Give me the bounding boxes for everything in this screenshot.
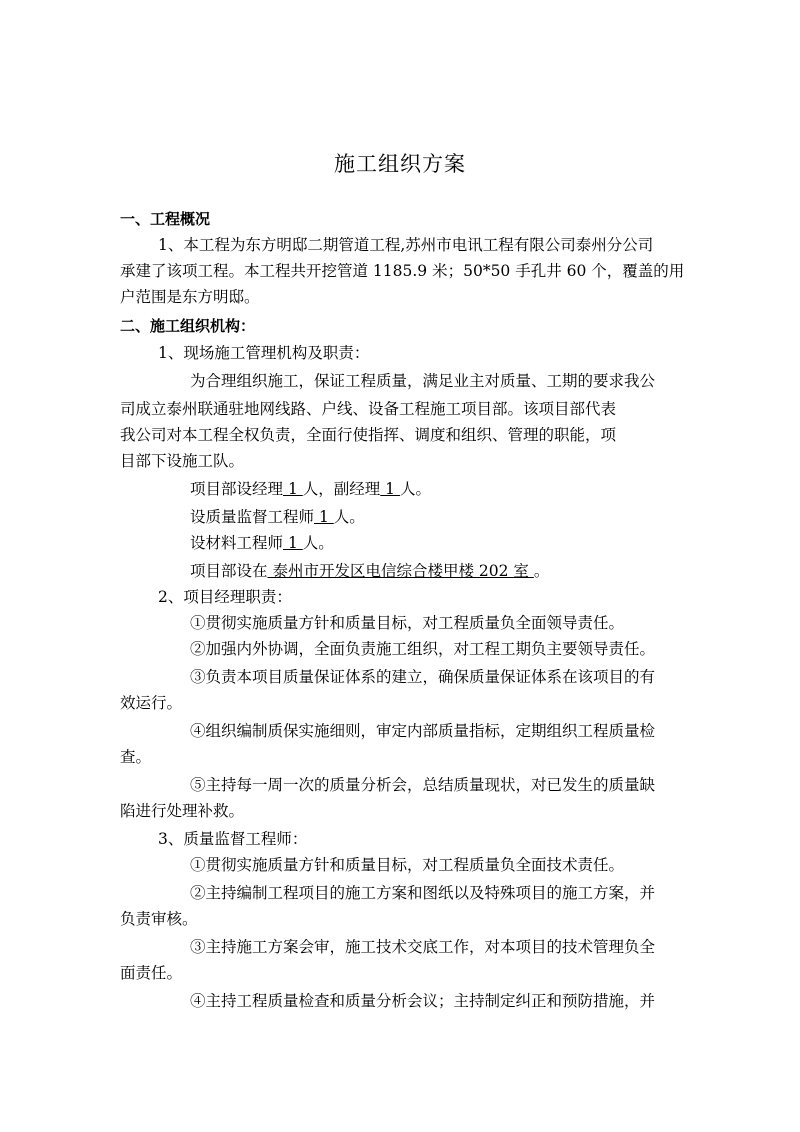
quality-engineer-count: 1 [314, 508, 334, 526]
staff-line-manager: 项目部设经理 1 人，副经理 1 人。 [190, 480, 431, 498]
list-item: ④主持工程质量检查和质量分析会议；主持制定纠正和预防措施，并 [190, 992, 656, 1010]
subsection-heading: 1、现场施工管理机构及职责： [158, 344, 370, 362]
list-item-cont: 面责任。 [120, 964, 183, 982]
list-item-cont: 查。 [120, 748, 152, 766]
list-item: ③负责本项目质量保证体系的建立，确保质量保证体系在该项目的有 [190, 668, 656, 686]
section-heading-2: 二、施工组织机构： [120, 317, 256, 335]
paragraph-line: 承建了该项工程。本工程共开挖管道 1185.9 米；50*50 手孔井 60 个，覆盖的用 [120, 262, 685, 280]
list-item: ③主持施工方案会审，施工技术交底工作，对本项目的技术管理负全 [190, 938, 656, 956]
list-item-cont: 陷进行处理补救。 [120, 802, 245, 820]
paragraph-line: 为合理组织施工，保证工程质量，满足业主对质量、工期的要求我公 [190, 372, 656, 390]
paragraph-line: 1、本工程为东方明邸二期管道工程,苏州市电讯工程有限公司泰州分公司 [158, 236, 654, 254]
list-item: ⑤主持每一周一次的质量分析会，总结质量现状，对已发生的质量缺 [190, 776, 656, 794]
material-engineer-count: 1 [283, 534, 303, 552]
staff-line-material: 设材料工程师 1 人。 [190, 534, 334, 552]
project-address-line: 项目部设在 泰州市开发区电信综合楼甲楼 202 室 。 [190, 562, 550, 580]
subsection-heading: 3、质量监督工程师： [158, 830, 308, 848]
subsection-heading: 2、项目经理职责： [158, 588, 292, 606]
staff-line-quality: 设质量监督工程师 1 人。 [190, 508, 365, 526]
section-heading-1: 一、工程概况 [120, 210, 211, 228]
paragraph-line: 我公司对本工程全权负责，全面行使指挥、调度和组织、管理的职能，项 [120, 426, 617, 444]
list-item: ①贯彻实施质量方针和质量目标，对工程质量负全面技术责任。 [190, 856, 625, 874]
list-item: ②主持编制工程项目的施工方案和图纸以及特殊项目的施工方案，并 [190, 884, 656, 902]
list-item-cont: 效运行。 [120, 694, 183, 712]
list-item: ②加强内外协调，全面负责施工组织，对工程工期负主要领导责任。 [190, 640, 656, 658]
paragraph-line: 司成立泰州联通驻地网线路、户线、设备工程施工项目部。该项目部代表 [120, 400, 617, 418]
manager-count: 1 [283, 480, 303, 498]
paragraph-line: 户范围是东方明邸。 [120, 288, 260, 306]
page-title: 施工组织方案 [334, 152, 466, 176]
project-address: 泰州市开发区电信综合楼甲楼 202 室 [267, 562, 534, 580]
list-item: ①贯彻实施质量方针和质量目标，对工程质量负全面领导责任。 [190, 614, 625, 632]
paragraph-line: 目部下设施工队。 [120, 452, 245, 470]
list-item-cont: 负责审核。 [120, 910, 198, 928]
list-item: ④组织编制质保实施细则，审定内部质量指标，定期组织工程质量检 [190, 722, 656, 740]
deputy-manager-count: 1 [380, 480, 400, 498]
